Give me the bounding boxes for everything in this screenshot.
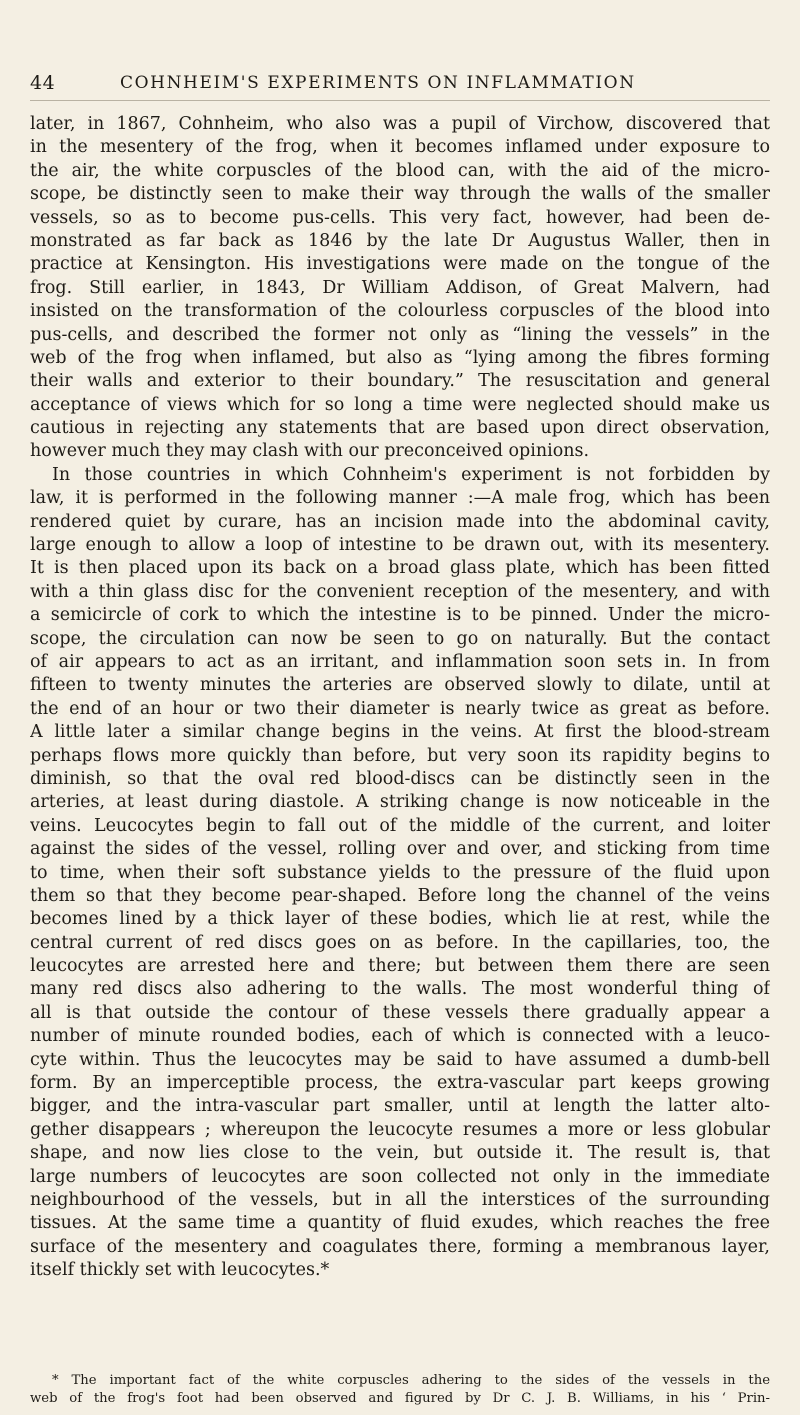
text-line: law, it is performed in the following manner :—A male frog, which has been (30, 488, 770, 509)
text-line: central current of red discs goes on as before. In the capillaries, too, the (30, 932, 770, 953)
text-line: veins. Leucocytes begin to fall out of the middle of the current, and loiter (30, 815, 770, 836)
text-line: vessels, so as to become pus-cells. This very fact, however, had been de- (30, 207, 770, 228)
text-line: tissues. At the same time a quantity of fluid exudes, which reaches the free (30, 1213, 770, 1234)
text-line: acceptance of views which for so long a time were neglected should make us (30, 394, 770, 415)
text-line: arteries, at least during diastole. A striking change is now noticeable in the (30, 792, 770, 813)
text-line: rendered quiet by curare, has an incision made into the abdominal cavity, (30, 511, 770, 532)
text-line: web of the frog when inflamed, but also as “lying among the fibres forming (30, 347, 770, 368)
text-line: scope, the circulation can now be seen to go on naturally. But the contact (30, 628, 770, 649)
text-line: many red discs also adhering to the walls. The most wonderful thing of (30, 979, 770, 1000)
text-line: number of minute rounded bodies, each of which is connected with a leuco- (30, 1026, 770, 1047)
text-line: gether disappears ; whereupon the leucocyte resumes a more or less globular (30, 1119, 770, 1140)
text-line: large enough to allow a loop of intestine to be drawn out, with its mesentery. (30, 535, 770, 556)
text-line: practice at Kensington. His investigations were made on the tongue of the (30, 254, 770, 275)
text-line: surface of the mesentery and coagulates there, forming a membranous layer, (30, 1236, 770, 1257)
body-text (30, 113, 770, 1283)
text-line: monstrated as far back as 1846 by the late Dr Augustus Waller, then in (30, 230, 770, 251)
footnote-line: web of the frog's foot had been observed and figured by Dr C. J. B. Williams, in his ‘ Prin- (30, 1391, 770, 1406)
text-line: later, in 1867, Cohnheim, who also was a pupil of Virchow, discovered that (30, 114, 770, 134)
text-line: frog. Still earlier, in 1843, Dr William Addison, of Great Malvern, had (30, 277, 770, 298)
page-number: 44 (30, 72, 56, 94)
text-line: with a thin glass disc for the convenient reception of the mesentery, and with (30, 581, 770, 602)
text-line: to time, when their soft substance yields to the pressure of the fluid upon (30, 862, 770, 883)
text-line: shape, and now lies close to the vein, but outside it. The result is, that (30, 1143, 770, 1164)
text-line: their walls and exterior to their boundary.” The resuscitation and general (30, 371, 770, 392)
text-line: form. By an imperceptible process, the extra-vascular part keeps growing (30, 1073, 770, 1094)
running-title: COHNHEIM'S EXPERIMENTS ON INFLAMMATION (120, 73, 636, 93)
text-line: the end of an hour or two their diameter is nearly twice as great as before. (30, 698, 770, 719)
paragraph-2 (30, 464, 770, 1283)
text-line: becomes lined by a thick layer of these bodies, which lie at rest, while the (30, 909, 770, 930)
text-line: itself thickly set with leucocytes.* (30, 1260, 330, 1281)
text-line: diminish, so that the oval red blood-discs can be distinctly seen in the (30, 768, 770, 789)
text-line: in the mesentery of the frog, when it becomes inflamed under exposure to (30, 137, 770, 158)
text-line: It is then placed upon its back on a broad glass plate, which has been fitted (30, 558, 770, 579)
text-line: leucocytes are arrested here and there; but between them there are seen (30, 956, 770, 977)
text-line: pus-cells, and described the former not only as “lining the vessels” in the (30, 324, 770, 345)
text-line: insisted on the transformation of the colourless corpuscles of the blood into (30, 301, 770, 322)
text-line: perhaps flows more quickly than before, but very soon its rapidity begins to (30, 745, 770, 766)
text-line: fifteen to twenty minutes the arteries are observed slowly to dilate, until at (30, 675, 770, 696)
footnote (30, 1372, 770, 1408)
text-line: bigger, and the intra-vascular part smaller, until at length the latter alto- (30, 1096, 770, 1117)
text-line: scope, be distinctly seen to make their way through the walls of the smaller (30, 184, 770, 205)
text-line: however much they may clash with our preconceived opinions. (30, 441, 590, 462)
text-line: cyte within. Thus the leucocytes may be said to have assumed a dumb-bell (30, 1049, 770, 1070)
text-line: a semicircle of cork to which the intestine is to be pinned. Under the micro- (30, 605, 770, 626)
page-header (30, 72, 770, 96)
text-line: In those countries in which Cohnheim's experiment is not forbidden by (52, 464, 770, 485)
text-line: them so that they become pear-shaped. Before long the channel of the veins (30, 885, 770, 906)
header-rule (30, 100, 770, 101)
paragraph-1 (30, 113, 770, 464)
text-line: against the sides of the vessel, rolling over and over, and sticking from time (30, 839, 770, 860)
text-line: all is that outside the contour of these vessels there gradually appear a (30, 1002, 770, 1023)
text-line: of air appears to act as an irritant, and inflammation soon sets in. In from (30, 651, 770, 672)
text-line: neighbourhood of the vessels, but in all the interstices of the surrounding (30, 1189, 770, 1210)
footnote-line: * The important fact of the white corpuscles adhering to the sides of the vessels in the (52, 1373, 770, 1388)
text-line: the air, the white corpuscles of the blood can, with the aid of the micro- (30, 160, 770, 181)
text-line: large numbers of leucocytes are soon collected not only in the immediate (30, 1166, 770, 1187)
text-line: cautious in rejecting any statements that are based upon direct observation, (30, 418, 770, 439)
text-line: A little later a similar change begins in the veins. At first the blood-stream (30, 722, 770, 743)
